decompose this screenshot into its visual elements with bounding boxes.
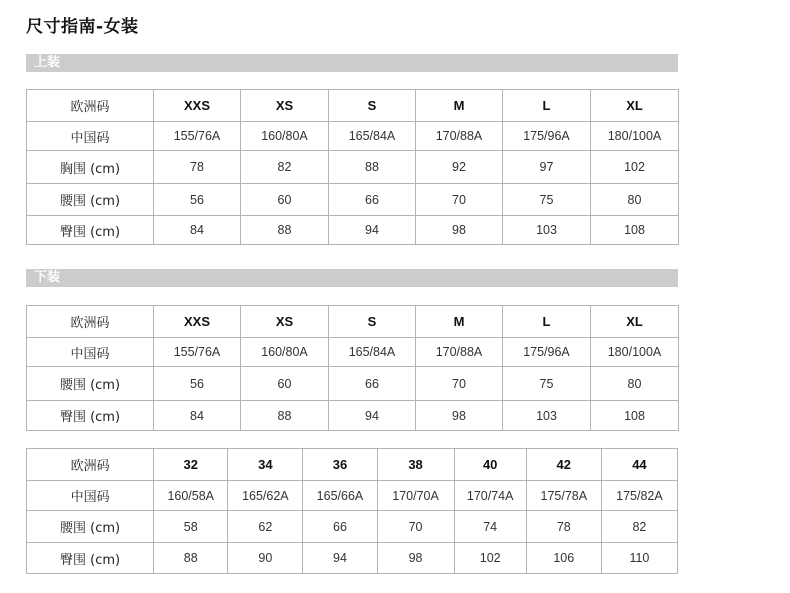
size-label: XL xyxy=(591,90,679,122)
table-cell: 84 xyxy=(154,216,241,245)
table-cell: 88 xyxy=(154,543,228,574)
table-cell: 175/82A xyxy=(601,481,677,511)
row-label: 腰围 (cm) xyxy=(27,184,154,216)
table-cell: 98 xyxy=(377,543,454,574)
table-cell: 75 xyxy=(503,184,591,216)
table-cell: 102 xyxy=(591,151,679,184)
table-cell: 66 xyxy=(303,511,377,543)
table-cell: 165/66A xyxy=(303,481,377,511)
size-label: S xyxy=(329,90,416,122)
table-cell: 155/76A xyxy=(154,338,241,367)
size-label: 34 xyxy=(228,449,303,481)
table-cell: 175/78A xyxy=(526,481,601,511)
table-cell: 170/88A xyxy=(416,122,503,151)
table-row xyxy=(27,449,678,481)
table-cell: 82 xyxy=(241,151,329,184)
row-label: 胸围 (cm) xyxy=(27,151,154,184)
table-cell: 110 xyxy=(601,543,677,574)
table-cell: 97 xyxy=(503,151,591,184)
table-row xyxy=(27,90,679,122)
table-row xyxy=(27,151,679,184)
table-cell: 70 xyxy=(416,184,503,216)
numeric-size-table xyxy=(26,448,678,574)
table-row xyxy=(27,511,678,543)
row-label: 臀围 (cm) xyxy=(27,216,154,245)
table-cell: 98 xyxy=(416,401,503,431)
size-label: M xyxy=(416,306,503,338)
table-cell: 160/80A xyxy=(241,122,329,151)
tops-size-table xyxy=(26,89,679,245)
table-cell: 90 xyxy=(228,543,303,574)
size-label: 42 xyxy=(526,449,601,481)
table-row xyxy=(27,543,678,574)
table-row xyxy=(27,306,679,338)
table-row xyxy=(27,481,678,511)
table-cell: 60 xyxy=(241,184,329,216)
table-cell: 88 xyxy=(241,216,329,245)
table-cell: 78 xyxy=(526,511,601,543)
table-row xyxy=(27,122,679,151)
size-label: 40 xyxy=(454,449,526,481)
table-cell: 88 xyxy=(329,151,416,184)
row-label: 臀围 (cm) xyxy=(27,543,154,574)
size-label: 36 xyxy=(303,449,377,481)
table-cell: 106 xyxy=(526,543,601,574)
table-cell: 56 xyxy=(154,367,241,401)
table-cell: 170/74A xyxy=(454,481,526,511)
table-cell: 66 xyxy=(329,184,416,216)
table-cell: 165/84A xyxy=(329,122,416,151)
table-cell: 92 xyxy=(416,151,503,184)
table-cell: 94 xyxy=(303,543,377,574)
size-label: XXS xyxy=(154,90,241,122)
table-cell: 84 xyxy=(154,401,241,431)
table-row xyxy=(27,401,679,431)
table-cell: 170/88A xyxy=(416,338,503,367)
table-row xyxy=(27,338,679,367)
table-cell: 75 xyxy=(503,367,591,401)
table-cell: 60 xyxy=(241,367,329,401)
table-cell: 175/96A xyxy=(503,338,591,367)
row-label: 中国码 xyxy=(27,122,154,151)
table-cell: 108 xyxy=(591,216,679,245)
size-label: 44 xyxy=(601,449,677,481)
table-cell: 78 xyxy=(154,151,241,184)
table-cell: 180/100A xyxy=(591,338,679,367)
row-label: 腰围 (cm) xyxy=(27,511,154,543)
table-cell: 103 xyxy=(503,216,591,245)
table-cell: 160/80A xyxy=(241,338,329,367)
table-cell: 165/62A xyxy=(228,481,303,511)
table-row xyxy=(27,367,679,401)
table-cell: 102 xyxy=(454,543,526,574)
size-label: 32 xyxy=(154,449,228,481)
table-cell: 80 xyxy=(591,367,679,401)
table-cell: 160/58A xyxy=(154,481,228,511)
table-cell: 180/100A xyxy=(591,122,679,151)
row-label: 欧洲码 xyxy=(27,306,154,338)
table-cell: 56 xyxy=(154,184,241,216)
table-cell: 70 xyxy=(416,367,503,401)
row-label: 中国码 xyxy=(27,338,154,367)
size-label: 38 xyxy=(377,449,454,481)
table-cell: 70 xyxy=(377,511,454,543)
table-cell: 155/76A xyxy=(154,122,241,151)
row-label: 腰围 (cm) xyxy=(27,367,154,401)
size-label: S xyxy=(329,306,416,338)
row-label: 中国码 xyxy=(27,481,154,511)
row-label: 欧洲码 xyxy=(27,449,154,481)
table-cell: 175/96A xyxy=(503,122,591,151)
size-label: L xyxy=(503,306,591,338)
table-cell: 74 xyxy=(454,511,526,543)
table-row xyxy=(27,216,679,245)
table-row xyxy=(27,184,679,216)
table-cell: 108 xyxy=(591,401,679,431)
size-label: XS xyxy=(241,306,329,338)
table-cell: 58 xyxy=(154,511,228,543)
table-cell: 66 xyxy=(329,367,416,401)
size-label: XL xyxy=(591,306,679,338)
size-label: M xyxy=(416,90,503,122)
size-label: XS xyxy=(241,90,329,122)
page-title: 尺寸指南-女装 xyxy=(26,17,139,37)
table-cell: 165/84A xyxy=(329,338,416,367)
table-cell: 94 xyxy=(329,401,416,431)
size-label: L xyxy=(503,90,591,122)
table-cell: 94 xyxy=(329,216,416,245)
table-cell: 88 xyxy=(241,401,329,431)
table-cell: 82 xyxy=(601,511,677,543)
table-cell: 103 xyxy=(503,401,591,431)
row-label: 欧洲码 xyxy=(27,90,154,122)
section-header-tops: 上装 xyxy=(26,54,678,72)
table-cell: 80 xyxy=(591,184,679,216)
section-header-bottoms: 下装 xyxy=(26,269,678,287)
table-cell: 98 xyxy=(416,216,503,245)
table-cell: 62 xyxy=(228,511,303,543)
size-label: XXS xyxy=(154,306,241,338)
row-label: 臀围 (cm) xyxy=(27,401,154,431)
bottoms-size-table xyxy=(26,305,679,431)
table-cell: 170/70A xyxy=(377,481,454,511)
